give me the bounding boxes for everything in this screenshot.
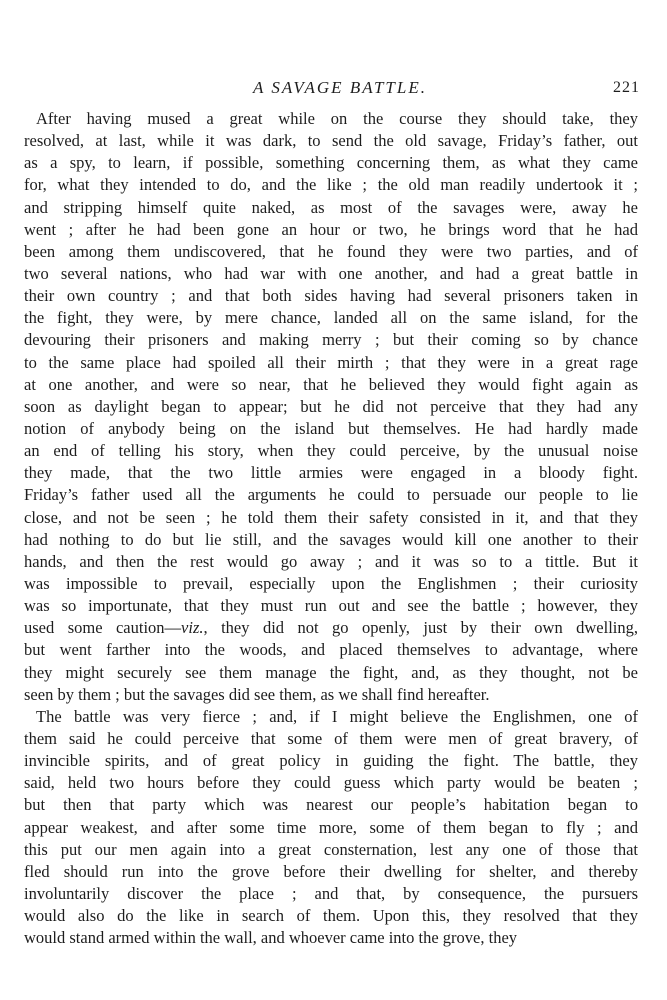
text-line: The battle was very fierce ; and, if I might believe the Englishmen, one of (36, 706, 638, 726)
text-line: as a spy, to learn, if possible, something concerning them, as what they came (24, 153, 638, 173)
page-number: 221 (613, 79, 640, 96)
text-line: and stripping himself quite naked, as most of the savages were, away he (24, 197, 638, 217)
text-line: After having mused a great while on the course they should take, they (36, 109, 638, 128)
text-line: devouring their prisoners and making merry ; but their coming so by chance (24, 330, 638, 350)
text-line: used some caution—viz., they did not go openly, just by their own dwelling, (24, 618, 638, 638)
text-line: invincible spirits, and of great policy in guiding the fight. The battle, they (24, 751, 638, 771)
text-line: close, and not be seen ; he told them their safety consisted in it, and that they (24, 507, 638, 527)
text-line: notion of anybody being on the island but themselves. He had hardly made (24, 418, 638, 438)
text-line: hands, and then the rest would go away ; and it was so to a tittle. But it (24, 551, 638, 571)
text-line: Friday’s father used all the arguments he could to persuade our people to lie (24, 485, 638, 505)
text-line: seen by them ; but the savages did see them, as we shall find hereafter. (24, 684, 490, 704)
text-line: had nothing to do but lie still, and the savages would kill one another to their (24, 529, 638, 549)
text-line: this put our men again into a great consternation, lest any one of those that (24, 839, 638, 859)
text-line: was impossible to prevail, especially upon the Englishmen ; their curiosity (24, 573, 638, 593)
text-line: resolved, at last, while it was dark, to send the old savage, Friday’s father, out (24, 131, 638, 151)
text-line: went ; after he had been gone an hour or two, he brings word that he had (24, 219, 638, 239)
running-head (40, 76, 640, 100)
text-line: fled should run into the grove before their dwelling for shelter, and thereby (24, 861, 638, 881)
text-line: they might securely see them manage the fight, and, as they thought, not be (24, 662, 638, 682)
text-line: two several nations, who had war with one another, and had a great battle in (24, 263, 638, 283)
text-line: them said he could perceive that some of them were men of great bravery, of (24, 728, 638, 748)
running-title: A SAVAGE BATTLE. (253, 78, 427, 97)
text-line: was so importunate, that they must run out and see the battle ; however, they (24, 596, 638, 616)
paragraph-2 (24, 706, 638, 950)
text-line: said, held two hours before they could guess which party would be beaten ; (24, 773, 638, 793)
text-line: been among them undiscovered, that he found they were two parties, and of (24, 241, 638, 261)
text-line: for, what they intended to do, and the like ; the old man readily undertook it ; (24, 175, 638, 195)
text-line: an end of telling his story, when they could perceive, by the unusual noise (24, 441, 638, 461)
text-line: would also do the like in search of them. Upon this, they resolved that they (24, 906, 638, 926)
text-line: at one another, and were so near, that he believed they would fight again as (24, 374, 638, 394)
text-line: appear weakest, and after some time more, some of them began to fly ; and (24, 817, 638, 837)
text-line: but then that party which was nearest our people’s habitation began to (24, 795, 638, 815)
text-line: they made, that the two little armies were engaged in a bloody fight. (24, 463, 638, 483)
text-line: but went farther into the woods, and placed themselves to advantage, where (24, 640, 638, 660)
paragraph-1 (24, 108, 638, 706)
text-line: to the same place had spoiled all their mirth ; that they were in a great rage (24, 352, 638, 372)
text-line: involuntarily discover the place ; and that, by consequence, the pursuers (24, 883, 638, 903)
text-line: soon as daylight began to appear; but he did not perceive that they had any (24, 396, 638, 416)
body-text (24, 108, 638, 949)
text-line: would stand armed within the wall, and whoever came into the grove, they (24, 928, 518, 948)
text-line: their own country ; and that both sides having had several prisoners taken in (24, 286, 638, 306)
text-line: the fight, they were, by mere chance, landed all on the same island, for the (24, 308, 638, 328)
